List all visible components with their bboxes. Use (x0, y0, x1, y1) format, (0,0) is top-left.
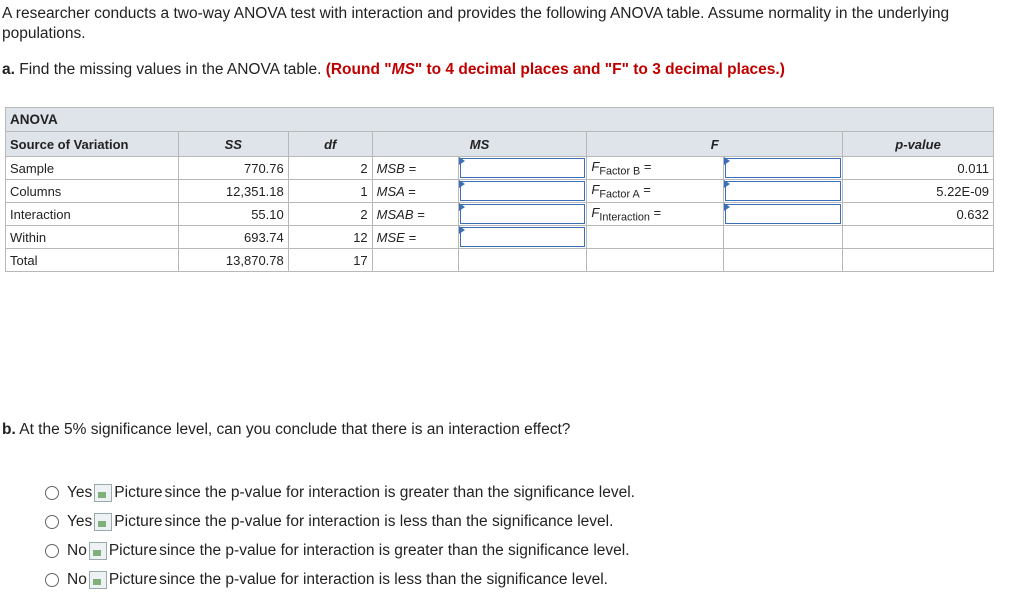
ms-label: MSE = (372, 226, 458, 249)
option-yes-greater[interactable] (45, 478, 635, 507)
empty-cell (843, 249, 994, 272)
rounding-instruction: (Round "MS" to 4 decimal places and "F" to 3 decimal places.) (325, 61, 785, 78)
table-title: ANOVA (6, 108, 994, 132)
f-input-cell[interactable] (724, 203, 843, 226)
broken-picture: Picture (94, 484, 162, 502)
picture-icon (94, 513, 112, 531)
p-value-cell: 0.632 (843, 203, 994, 226)
f-label: $F_{Interaction}$ = (587, 203, 724, 226)
f-input-cell[interactable] (724, 157, 843, 180)
input-marker-icon (459, 226, 465, 234)
header-source: Source of Variation (6, 132, 179, 157)
input-marker-icon (724, 203, 730, 211)
table-row (6, 249, 994, 272)
empty-cell (843, 226, 994, 249)
ms-input-cell[interactable] (458, 157, 587, 180)
ss-cell: 55.10 (178, 203, 288, 226)
part-a-label: a. (2, 61, 15, 78)
df-cell: 2 (288, 203, 372, 226)
source-cell: Interaction (6, 203, 179, 226)
anova-table (5, 107, 994, 272)
part-b-question (2, 421, 570, 439)
source-cell: Total (6, 249, 179, 272)
problem-intro: A researcher conducts a two-way ANOVA test with interaction and provides the following ANOVA table. Assume normality in the underlying populations. (2, 5, 950, 42)
msa-input[interactable] (460, 181, 586, 201)
option-reason: since the p-value for interaction is less than the significance level. (164, 512, 614, 530)
ms-input-cell[interactable] (458, 226, 587, 249)
radio-button[interactable] (45, 515, 59, 529)
picture-icon (94, 484, 112, 502)
option-reason: since the p-value for interaction is greater than the significance level. (164, 483, 635, 501)
f-interaction-input[interactable] (725, 204, 841, 224)
ms-label: MSA = (372, 180, 458, 203)
table-header-row (6, 132, 994, 157)
empty-cell (372, 249, 458, 272)
df-cell: 17 (288, 249, 372, 272)
empty-cell (587, 226, 724, 249)
f-factor-b-input[interactable] (725, 158, 841, 178)
empty-cell (587, 249, 724, 272)
option-answer: No (67, 570, 87, 588)
input-marker-icon (724, 180, 730, 188)
p-value-cell: 5.22E-09 (843, 180, 994, 203)
msab-input[interactable] (460, 204, 586, 224)
part-b-label: b. (2, 421, 16, 438)
empty-cell (724, 249, 843, 272)
input-marker-icon (724, 157, 730, 165)
answer-options (45, 478, 635, 594)
header-df: df (288, 132, 372, 157)
empty-cell (724, 226, 843, 249)
part-a-text: Find the missing values in the ANOVA table. (19, 61, 322, 78)
input-marker-icon (459, 157, 465, 165)
option-no-less[interactable] (45, 565, 635, 594)
empty-cell (458, 249, 587, 272)
source-cell: Columns (6, 180, 179, 203)
f-label: $F_{Factor A}$ = (587, 180, 724, 203)
header-f: F (587, 132, 843, 157)
input-marker-icon (459, 180, 465, 188)
option-answer: Yes (67, 512, 93, 530)
radio-button[interactable] (45, 573, 59, 587)
ss-cell: 770.76 (178, 157, 288, 180)
table-row (6, 157, 994, 180)
input-marker-icon (459, 203, 465, 211)
part-a-question (2, 61, 785, 79)
option-reason: since the p-value for interaction is greater than the significance level. (159, 541, 630, 559)
part-b-text: At the 5% significance level, can you conclude that there is an interaction effect? (19, 421, 571, 438)
picture-icon (89, 571, 107, 589)
p-value-cell: 0.011 (843, 157, 994, 180)
ss-cell: 13,870.78 (178, 249, 288, 272)
radio-button[interactable] (45, 544, 59, 558)
broken-picture: Picture (94, 513, 162, 531)
option-yes-less[interactable] (45, 507, 635, 536)
msb-input[interactable] (460, 158, 586, 178)
ms-label: MSAB = (372, 203, 458, 226)
picture-icon (89, 542, 107, 560)
option-reason: since the p-value for interaction is less than the significance level. (159, 570, 608, 588)
table-row (6, 180, 994, 203)
ms-input-cell[interactable] (458, 203, 587, 226)
table-row (6, 226, 994, 249)
f-input-cell[interactable] (724, 180, 843, 203)
df-cell: 2 (288, 157, 372, 180)
table-row (6, 203, 994, 226)
broken-picture: Picture (89, 542, 157, 560)
radio-button[interactable] (45, 486, 59, 500)
ms-label: MSB = (372, 157, 458, 180)
source-cell: Within (6, 226, 179, 249)
f-factor-a-input[interactable] (725, 181, 841, 201)
df-cell: 12 (288, 226, 372, 249)
ms-input-cell[interactable] (458, 180, 587, 203)
header-p-value: p-value (843, 132, 994, 157)
ss-cell: 693.74 (178, 226, 288, 249)
broken-picture: Picture (89, 571, 157, 589)
mse-input[interactable] (460, 227, 586, 247)
header-ss: SS (178, 132, 288, 157)
source-cell: Sample (6, 157, 179, 180)
df-cell: 1 (288, 180, 372, 203)
option-answer: No (67, 541, 87, 559)
f-label: $F_{Factor B}$ = (587, 157, 724, 180)
ss-cell: 12,351.18 (178, 180, 288, 203)
option-answer: Yes (67, 483, 93, 501)
option-no-greater[interactable] (45, 536, 635, 565)
header-ms: MS (372, 132, 587, 157)
